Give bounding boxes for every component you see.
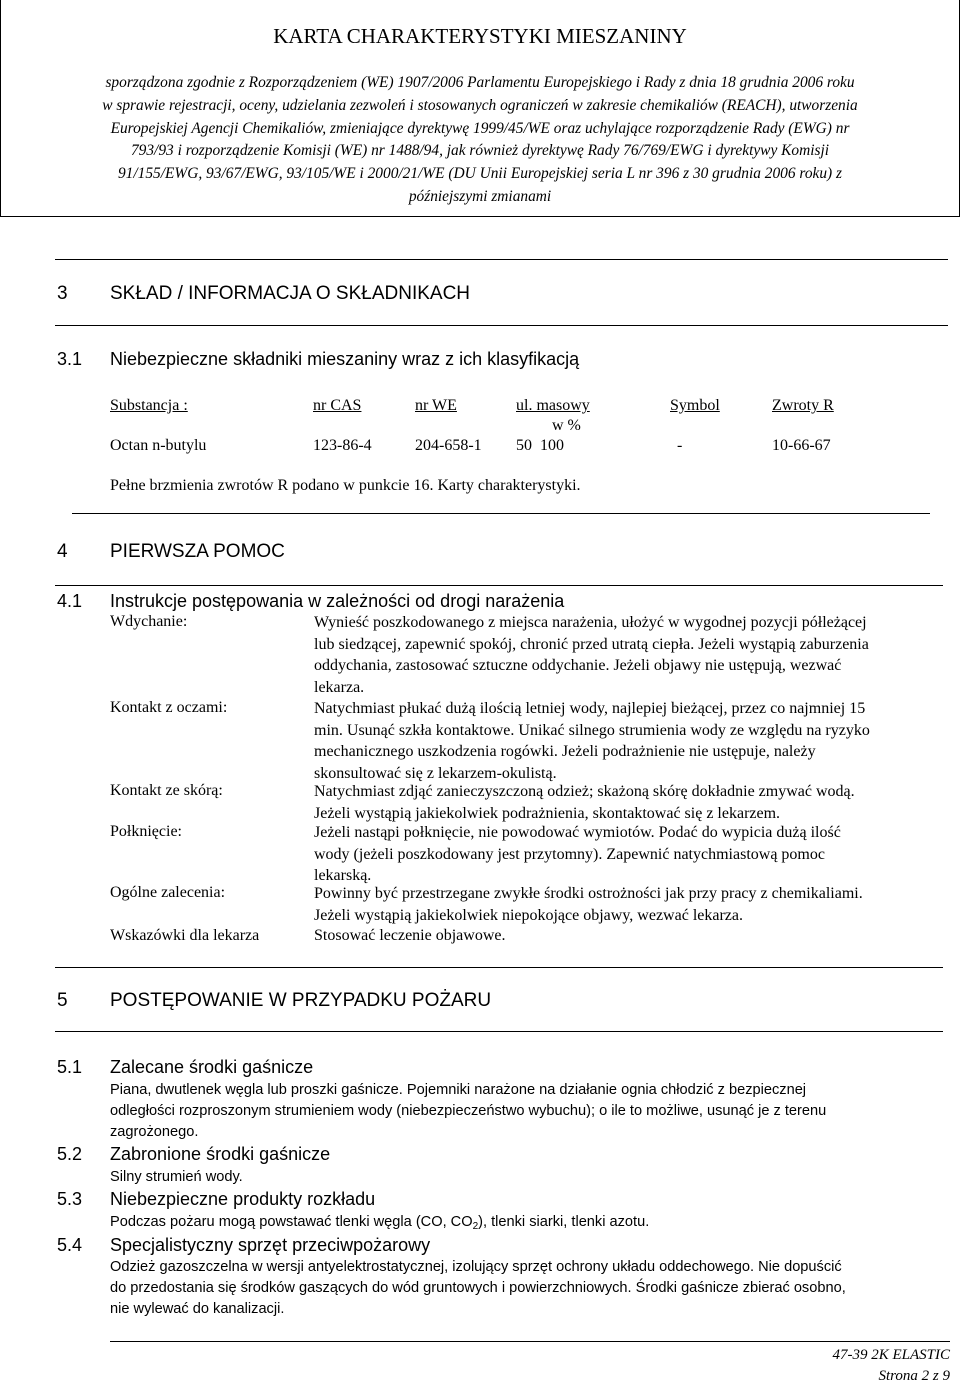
regulation-line: sporządzona zgodnie z Rozporządzeniem (WE) 1907/2006 Parlamentu Europejskiego i Rady z dnia 18 grudnia 2006 roku <box>105 74 855 91</box>
table-header-r-phrases: Zwroty R <box>772 397 834 414</box>
text-line: zagrożonego. <box>110 1124 199 1140</box>
subsection-5-2-text: Silny strumień wody. <box>110 1169 243 1185</box>
first-aid-label: Kontakt z oczami: <box>110 699 228 716</box>
subsection-5-4-number: 5.4 <box>57 1235 83 1255</box>
divider <box>55 967 943 968</box>
document-title: KARTA CHARAKTERYSTYKI MIESZANINY <box>273 24 687 48</box>
subsection-3-1-title: Niebezpieczne składniki mieszaniny wraz z ich klasyfikacją <box>110 349 580 369</box>
subsection-4-1-title: Instrukcje postępowania w zależności od drogi narażenia <box>110 591 565 611</box>
subsection-5-1-number: 5.1 <box>57 1057 83 1077</box>
section-5-title: POSTĘPOWANIE W PRZYPADKU POŻARU <box>110 990 492 1011</box>
text-line: oddychania, zastosować sztuczne oddychanie. Jeżeli objawy nie ustępują, wezwać <box>314 657 842 674</box>
divider <box>55 325 948 326</box>
table-cell-we: 204-658-1 <box>415 437 482 454</box>
table-header-symbol: Symbol <box>670 397 720 414</box>
text-line: nie wylewać do kanalizacji. <box>110 1301 285 1317</box>
text-line: Jeżeli wystąpią jakiekolwiek podrażnienia, skontaktować się z lekarzem. <box>314 804 781 822</box>
table-header-we: nr WE <box>415 397 457 414</box>
first-aid-label: Kontakt ze skórą: <box>110 782 223 799</box>
first-aid-text <box>314 883 951 926</box>
regulation-text <box>40 72 920 209</box>
subsection-3-1-number: 3.1 <box>57 349 83 369</box>
subscript: 2 <box>472 1221 479 1232</box>
first-aid-label: Wdychanie: <box>110 613 188 630</box>
r-phrases-note: Pełne brzmienia zwrotów R podano w punkcie 16. Karty charakterystyki. <box>110 477 581 494</box>
table-header-mass-unit: w % <box>552 417 581 434</box>
text-line: Jeżeli wystąpią jakiekolwiek niepokojące objawy, wezwać lekarza. <box>314 906 743 924</box>
text-line: min. Usunąć szkła kontaktowe. Unikać silnego strumienia wody ze względu na ryzyko <box>314 721 870 739</box>
regulation-line: 91/155/EWG, 93/67/EWG, 93/105/WE i 2000/21/WE (DU Unii Europejskiej seria L nr 396 z 30 grudnia 2006 roku) z <box>117 165 843 183</box>
text-line: lekarza. <box>314 678 365 696</box>
table-cell-symbol: - <box>677 437 683 454</box>
first-aid-text <box>314 822 951 887</box>
text-line: Natychmiast zdjąć zanieczyszczoną odzież; skażoną skórę dokładnie zmywać wodą. <box>314 783 855 800</box>
subsection-5-4-title: Specjalistyczny sprzęt przeciwpożarowy <box>110 1235 431 1255</box>
text-part: Podczas pożaru mogą powstawać tlenki węgla (CO, CO <box>110 1214 473 1230</box>
page-number: Strona 2 z 9 <box>878 1368 950 1384</box>
regulation-line: 793/93 i rozporządzenie Komisji (WE) nr 1488/94, jak również dyrektywę Rady 76/769/EWG i dyrektywy Komisji <box>130 142 830 160</box>
table-header-cas: nr CAS <box>313 397 362 414</box>
divider <box>55 585 943 586</box>
table-cell-cas: 123-86-4 <box>313 437 372 454</box>
divider <box>72 513 930 514</box>
text-line: Powinny być przestrzegane zwykłe środki ostrożności jak przy pracy z chemikaliami. <box>314 885 863 902</box>
first-aid-text <box>314 781 951 824</box>
text-line: Piana, dwutlenek węgla lub proszki gaśnicze. Pojemniki narażone na działanie ognia chłodzić z bezpiecznej <box>110 1082 807 1098</box>
text-line: odległości rozproszonym strumieniem wody (niebezpieczeństwo wybuchu); o ile to możliwe, usunąć je z terenu <box>110 1103 827 1119</box>
section-5-number: 5 <box>57 990 68 1011</box>
text-line: Wynieść poszkodowanego z miejsca narażenia, ułożyć w wygodnej pozycji półleżącej <box>314 614 867 631</box>
text-line: Natychmiast płukać dużą ilością letniej wody, najlepiej bieżącej, przez co najmniej 15 <box>314 700 866 717</box>
regulation-line: Europejskiej Agencji Chemikaliów, zmieniające dyrektywę 1999/45/WE oraz uchylające rozporządzenie Rady (EWG) nr <box>110 119 850 137</box>
section-3-number: 3 <box>57 283 68 304</box>
text-line: do przedostania się środków gaszących do wód gruntowych i powierzchniowych. Środki gaśnicze zbierać osobno, <box>110 1280 846 1296</box>
regulation-line: w sprawie rejestracji, oceny, udzielania zezwoleń i stosowanych ograniczeń w zakresie chemikaliów (REACH), utworzenia <box>102 96 858 114</box>
subsection-5-4-text <box>110 1257 950 1320</box>
subsection-5-3-title: Niebezpieczne produkty rozkładu <box>110 1189 376 1209</box>
subsection-5-1-text <box>110 1080 826 1143</box>
text-line: lekarską. <box>314 867 372 884</box>
first-aid-text <box>314 612 951 698</box>
text-part: ), tlenki siarki, tlenki azotu. <box>478 1214 650 1230</box>
subsection-5-3-text <box>110 1212 649 1237</box>
section-4-title: PIERWSZA POMOC <box>110 541 285 562</box>
text-line: lub siedzącej, zapewnić spokój, chronić przed utratą ciepła. Jeżeli wystąpią zaburzenia <box>314 635 869 653</box>
text-line: wody (jeżeli poszkodowany jest przytomny). Zapewnić natychmiastową pomoc <box>314 845 825 863</box>
table-cell-r-phrases: 10-66-67 <box>772 437 831 454</box>
regulation-line: późniejszymi zmianami <box>408 187 552 205</box>
section-3-title: SKŁAD / INFORMACJA O SKŁADNIKACH <box>110 283 471 304</box>
subsection-5-2-number: 5.2 <box>57 1144 83 1164</box>
table-cell-mass: 50 100 <box>516 437 564 454</box>
first-aid-label: Połknięcie: <box>110 823 182 840</box>
first-aid-label: Wskazówki dla lekarza <box>110 927 260 944</box>
divider <box>55 1031 943 1032</box>
product-code: 47-39 2K ELASTIC <box>832 1347 950 1363</box>
footer-divider <box>110 1341 950 1342</box>
first-aid-text <box>314 698 951 784</box>
divider <box>55 259 948 260</box>
first-aid-label: Ogólne zalecenia: <box>110 884 226 901</box>
text-line: Jeżeli nastąpi połknięcie, nie powodować wymiotów. Podać do wypicia dużą ilość <box>314 824 841 841</box>
text-line: skonsultować się z lekarzem-okulistą. <box>314 764 557 782</box>
subsection-5-2-title: Zabronione środki gaśnicze <box>110 1144 331 1164</box>
first-aid-text: Stosować leczenie objawowe. <box>314 927 506 944</box>
table-cell-substance: Octan n-butylu <box>110 437 207 454</box>
table-header-mass: ul. masowy <box>516 397 590 414</box>
text-line: Odzież gazoszczelna w wersji antyelektrostatycznej, izolujący sprzęt ochrony układu oddechowego. Nie dopuścić <box>110 1259 842 1275</box>
table-header-substance: Substancja : <box>110 397 188 414</box>
section-4-number: 4 <box>57 541 68 562</box>
subsection-5-1-title: Zalecane środki gaśnicze <box>110 1057 314 1077</box>
subsection-4-1-number: 4.1 <box>57 591 83 611</box>
subsection-5-3-number: 5.3 <box>57 1189 83 1209</box>
text-line: mechanicznego uszkodzenia rogówki. Jeżeli podrażnienie nie ustępuje, należy <box>314 743 816 760</box>
